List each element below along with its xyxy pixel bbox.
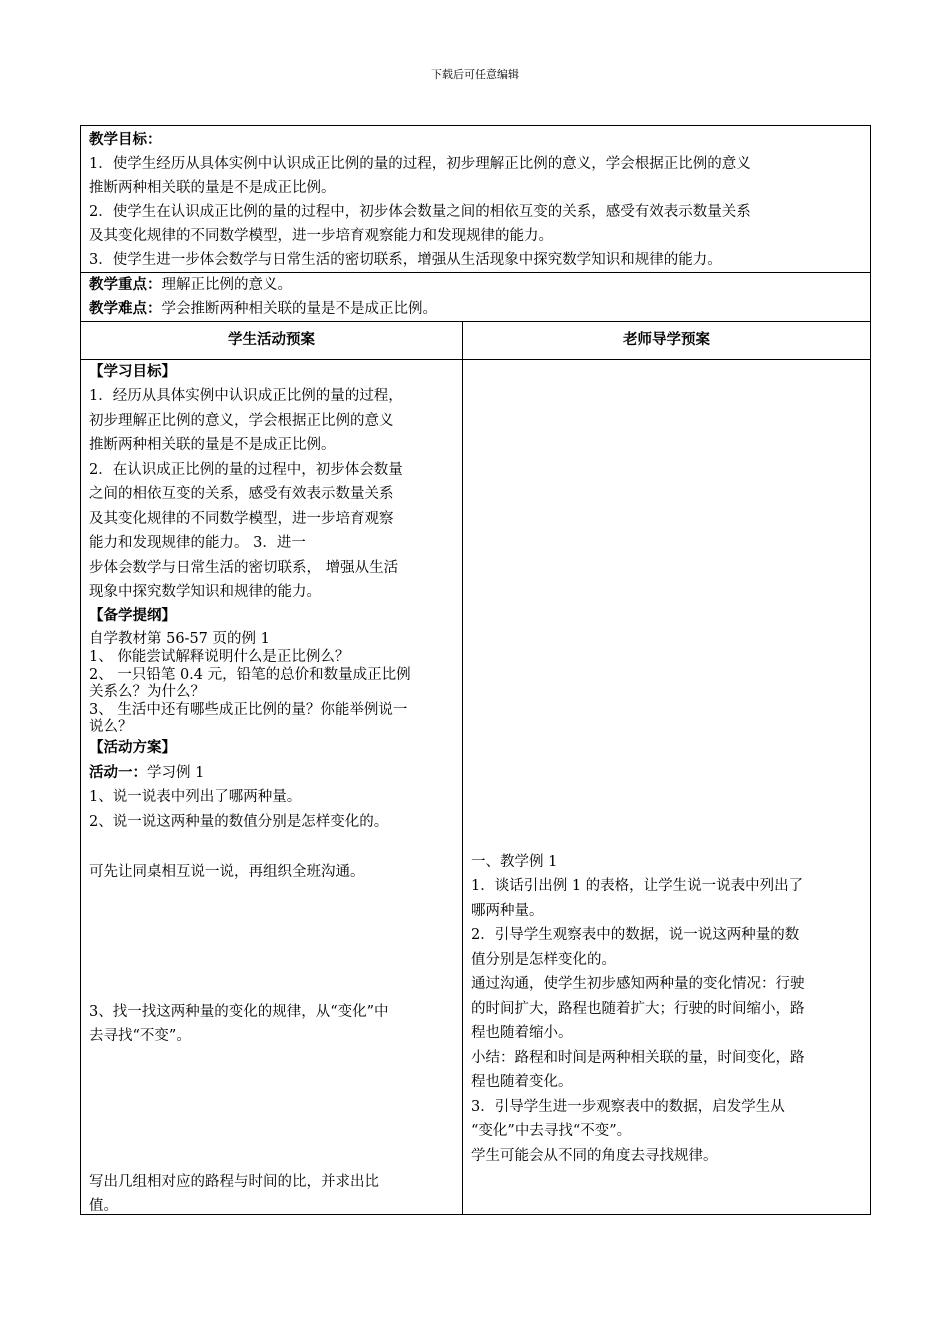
difficult-point-text: 学会推断两种相关联的量是不是成正比例。 [161, 301, 437, 317]
write-ratio: 写出几组相对应的路程与时间的比，并求出比 [89, 1174, 379, 1190]
objective-line: 推断两种相关联的量是不是成正比例。 [89, 180, 336, 196]
find-pattern-cont: 去寻找“不变”。 [89, 1028, 191, 1044]
teacher-line: 程也随着变化。 [471, 1074, 573, 1090]
goal-line: 2．在认识成正比例的量的过程中，初步体会数量 [89, 461, 403, 478]
activity-one [89, 761, 456, 786]
goal-line: 步体会数学与日常生活的密切联系， 增强从生活 [89, 559, 399, 576]
activity-item: 2、说一说这两种量的数值分别是怎样变化的。 [89, 814, 389, 830]
key-point [89, 273, 292, 297]
objective-line: 及其变化规律的不同数学模型，进一步培育观察能力和发现规律的能力。 [89, 228, 553, 244]
goal-line: 能力和发现规律的能力。 3．进一 [89, 535, 306, 551]
question-3: 3、 生活中还有哪些成正比例的量？你能举例说一 [89, 702, 408, 718]
goal-line: 初步理解正比例的意义，学会根据正比例的意义 [89, 412, 394, 429]
teacher-line: 通过沟通，使学生初步感知两种量的变化情况：行驶 [471, 976, 805, 992]
lesson-plan-table [80, 125, 871, 1215]
difficult-point [89, 297, 437, 321]
find-pattern: 3、找一找这两种量的变化的规律，从“变化”中 [89, 1004, 389, 1020]
teacher-line: 一、教学例 1 [471, 854, 558, 870]
activity-one-label: 活动一： [89, 765, 147, 781]
teacher-line: 2．引导学生观察表中的数据，说一说这两种量的数 [471, 927, 800, 943]
key-point-label: 教学重点： [89, 277, 162, 293]
teacher-line: “变化”中去寻找“不变”。 [471, 1123, 632, 1139]
question-2-cont: 关系么？为什么？ [89, 684, 205, 700]
question-2: 2、 一只铅笔 0.4 元，铅笔的总价和数量成正比例 [89, 667, 411, 683]
teacher-line: 1．谈话引出例 1 的表格，让学生说一说表中列出了 [471, 878, 804, 894]
outline-intro: 自学教材第 56-57 页的例 1 [89, 631, 270, 647]
teacher-line: 哪两种量。 [471, 902, 544, 919]
teacher-line: 3．引导学生进一步观察表中的数据，启发学生从 [471, 1098, 785, 1115]
activity-item: 1、说一说表中列出了哪两种量。 [89, 789, 302, 805]
goal-line: 推断两种相关联的量是不是成正比例。 [89, 437, 336, 453]
learning-goals-title: 【学习目标】 [89, 364, 176, 380]
teacher-line: 小结：路程和时间是两种相关联的量，时间变化，路 [471, 1049, 805, 1066]
question-1: 1、 你能尝试解释说明什么是正比例么？ [89, 649, 350, 665]
outline-title: 【备学提纲】 [89, 608, 176, 624]
goal-line: 现象中探究数学知识和规律的能力。 [89, 584, 321, 600]
column-header-teacher: 老师导学预案 [623, 332, 710, 348]
page-header: 下载后可任意编辑 [431, 68, 519, 81]
student-activity-column [81, 360, 462, 1214]
teacher-guide-column [463, 360, 870, 1214]
goal-line: 及其变化规律的不同数学模型，进一步培育观察 [89, 510, 394, 527]
key-point-text: 理解正比例的意义。 [161, 277, 292, 293]
teacher-line: 值分别是怎样变化的。 [471, 951, 616, 968]
question-3-cont: 说么？ [89, 719, 133, 735]
objectives-title: 教学目标： [89, 132, 162, 148]
goal-line: 之间的相依互变的关系，感受有效表示数量关系 [89, 486, 394, 502]
column-header-student: 学生活动预案 [228, 332, 315, 348]
goal-line: 1．经历从具体实例中认识成正比例的量的过程， [89, 388, 403, 404]
objective-line: 3．使学生进一步体会数学与日常生活的密切联系，增强从生活现象中探究数学知识和规律的能力。 [89, 252, 722, 268]
activity-one-text: 学习例 1 [147, 765, 205, 781]
difficult-point-label: 教学难点： [89, 301, 162, 317]
discussion-note: 可先让同桌相互说一说，再组织全班沟通。 [89, 864, 365, 880]
write-ratio-cont: 值。 [89, 1198, 118, 1214]
objective-line: 2．使学生在认识成正比例的量的过程中，初步体会数量之间的相依互变的关系，感受有效表示数量关系 [89, 204, 751, 220]
teacher-line: 程也随着缩小。 [471, 1025, 573, 1041]
teacher-line: 的时间扩大，路程也随着扩大；行驶的时间缩小，路 [471, 1000, 805, 1017]
activity-plan-title: 【活动方案】 [89, 740, 176, 756]
objective-line: 1．使学生经历从具体实例中认识成正比例的量的过程，初步理解正比例的意义，学会根据正比例的意义 [89, 156, 751, 172]
teacher-line: 学生可能会从不同的角度去寻找规律。 [471, 1147, 718, 1164]
